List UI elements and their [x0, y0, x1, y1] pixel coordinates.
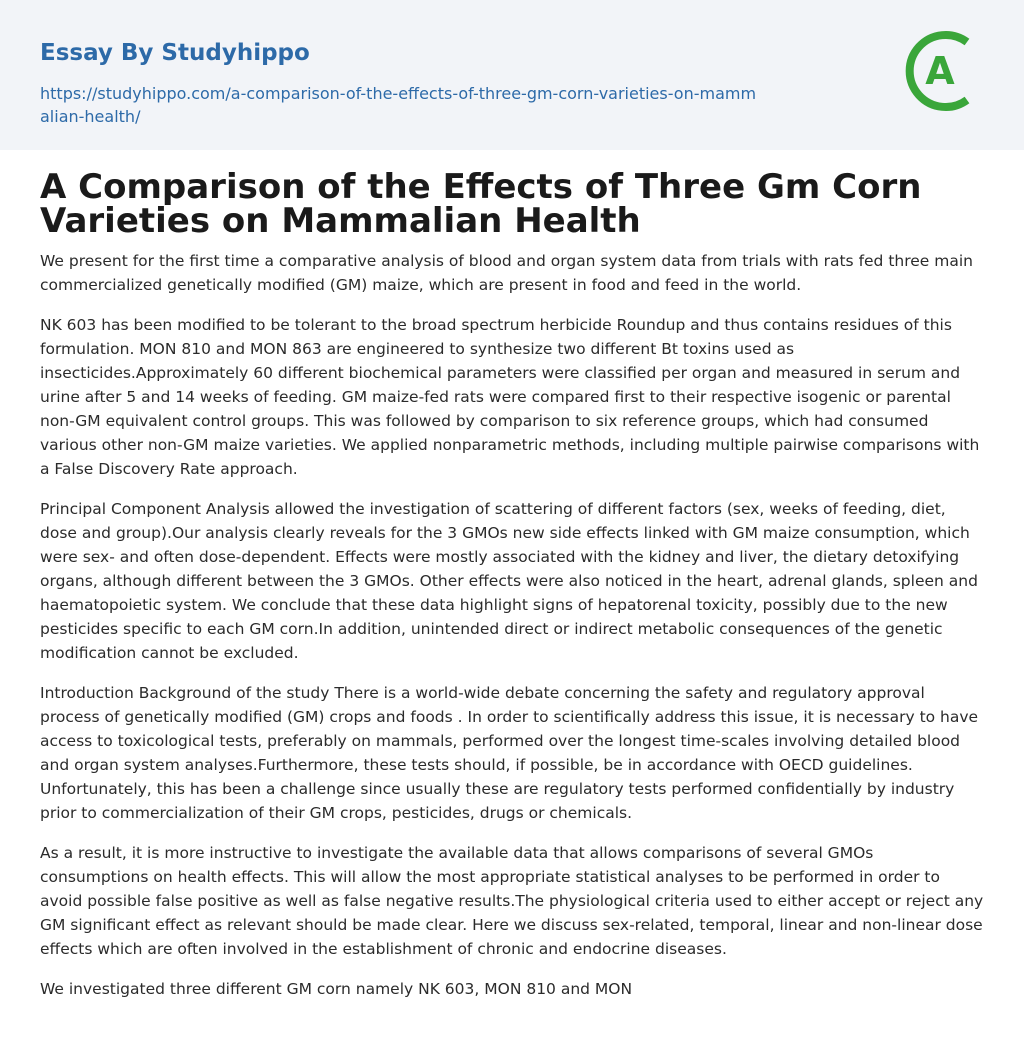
article-title: A Comparison of the Effects of Three Gm Corn Varieties on Mammalian Health — [40, 167, 922, 241]
brand-title[interactable]: Essay By Studyhippo — [40, 40, 310, 66]
article-paragraph: We present for the first time a comparative analysis of blood and organ system data from trials with rats fed three main commercialized genetically modified (GM) maize, which are present in food and feed in the world. — [40, 252, 973, 294]
article-paragraph: As a result, it is more instructive to investigate the available data that allows comparisons of several GMOs consumptions on health effects. This will allow the most appropriate statistical analyses to be performed in order to avoid possible false positive as well as false negative results.The physiological criteria used to either accept or reject any GM significant effect as relevant should be made clear. Here we discuss sex-related, temporal, linear and non-linear dose effects which are often involved in the establishment of chronic and endocrine diseases. — [40, 844, 984, 958]
logo-letter: A — [925, 49, 955, 93]
studyhippo-logo-icon[interactable] — [904, 28, 990, 114]
article — [40, 167, 984, 1017]
article-paragraph: Principal Component Analysis allowed the investigation of scattering of different factors (sex, weeks of feeding, diet, dose and group).Our analysis clearly reveals for the 3 GMOs new side effects linked with GM maize consumption, which were sex- and often dose-dependent. Effects were mostly associated with the kidney and liver, the dietary detoxifying organs, although different between the 3 GMOs. Other effects were also noticed in the heart, adrenal glands, spleen and haematopoietic system. We conclude that these data highlight signs of hepatorenal toxicity, possibly due to the new pesticides specific to each GM corn.In addition, unintended direct or indirect metabolic consequences of the genetic modification cannot be excluded. — [40, 500, 978, 662]
article-paragraph: NK 603 has been modified to be tolerant to the broad spectrum herbicide Roundup and thus contains residues of this formulation. MON 810 and MON 863 are engineered to synthesize two different Bt toxins used as insecticides.Approximately 60 different biochemical parameters were classified per organ and measured in serum and urine after 5 and 14 weeks of feeding. GM maize-fed rats were compared first to their respective isogenic or parental non-GM equivalent control groups. This was followed by comparison to six reference groups, which had consumed various other non-GM maize varieties. We applied nonparametric methods, including multiple pairwise comparisons with a False Discovery Rate approach. — [40, 316, 980, 478]
article-paragraph: Introduction Background of the study There is a world-wide debate concerning the safety and regulatory approval process of genetically modified (GM) crops and foods . In order to scientifically address this issue, it is necessary to have access to toxicological tests, preferably on mammals, performed over the longest time-scales involving detailed blood and organ system analyses.Furthermore, these tests should, if possible, be in accordance with OECD guidelines. Unfortunately, this has been a challenge since usually these are regulatory tests performed confidentially by industry prior to commercialization of their GM crops, pesticides, drugs or chemicals. — [40, 684, 979, 822]
source-url-link[interactable]: https://studyhippo.com/a-comparison-of-the-effects-of-three-gm-corn-varieties-on-mammalian-health/ — [40, 84, 757, 126]
site-header — [0, 0, 1024, 150]
article-paragraph: We investigated three different GM corn namely NK 603, MON 810 and MON — [40, 980, 633, 998]
